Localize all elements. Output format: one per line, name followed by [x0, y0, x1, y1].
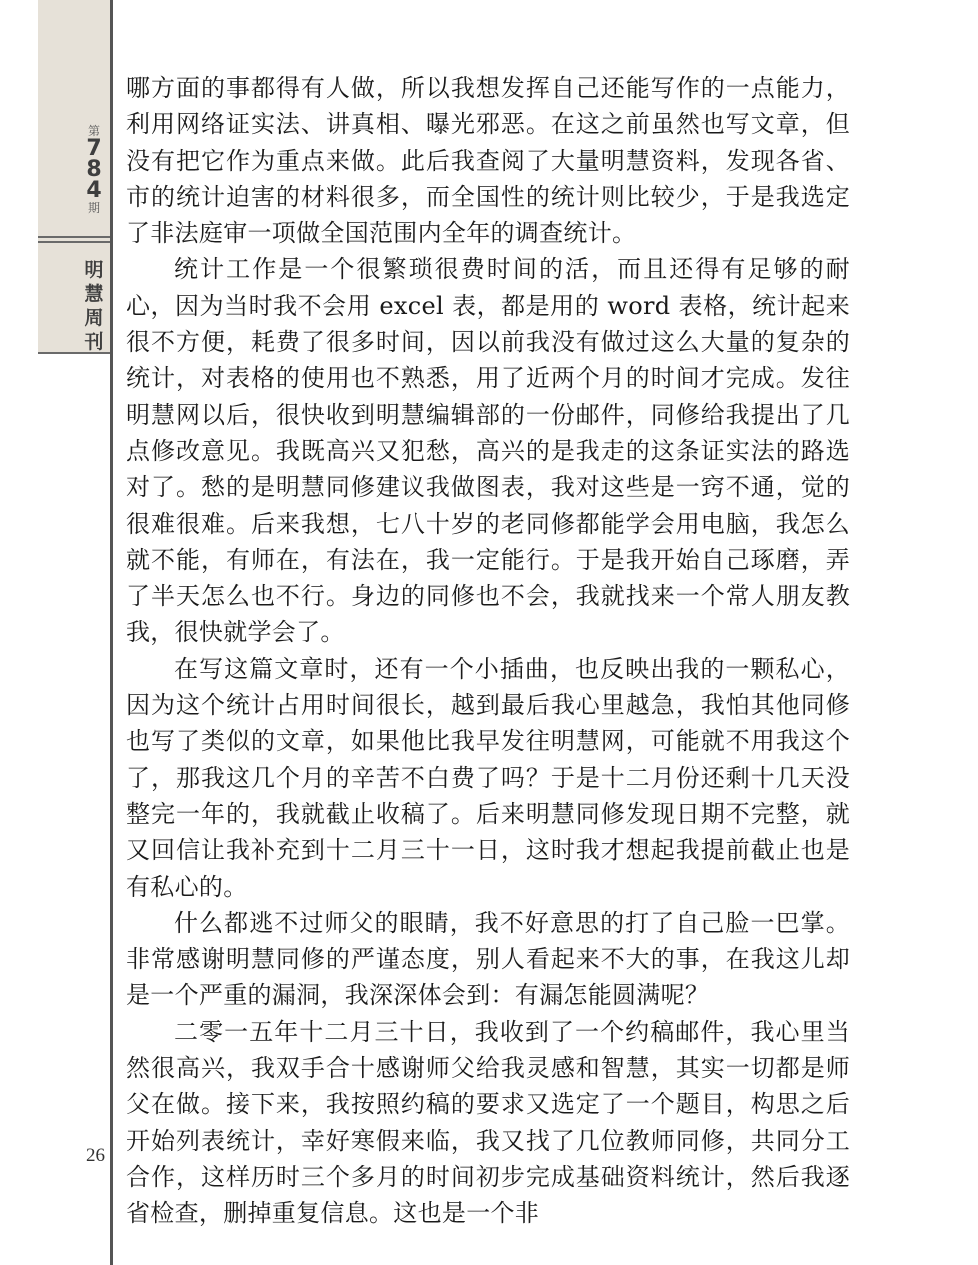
issue-suffix: 期	[87, 201, 100, 215]
issue-number	[78, 124, 110, 215]
magazine-title	[78, 258, 110, 354]
magazine-title-char: 慧	[84, 283, 104, 305]
magazine-title-char: 刊	[84, 331, 104, 353]
magazine-title-char: 明	[84, 259, 104, 281]
issue-prefix: 第	[87, 124, 100, 138]
paragraph: 什么都逃不过师父的眼睛，我不好意思的打了自己脸一巴掌。非常感谢明慧同修的严谨态度，别人看起来不大的事，在我这儿却是一个严重的漏洞，我深深体会到：有漏怎能圆满呢？	[126, 908, 850, 1010]
paragraph: 在写这篇文章时，还有一个小插曲，也反映出我的一颗私心，因为这个统计占用时间很长，越到最后我心里越急，我怕其他同修也写了类似的文章，如果他比我早发往明慧网，可能就不用我这个了，那我这几个月的辛苦不白费了吗？于是十二月份还剩十几天没整完一年的，我就截止收稿了。后来明慧同修发现日期不完整，就又回信让我补充到十二月三十一日，这时我才想起我提前截止也是有私心的。	[126, 654, 850, 901]
page-number: 26	[86, 1145, 105, 1166]
article-body	[126, 70, 850, 1232]
issue-digit: 7	[86, 136, 102, 161]
sidebar-divider-top	[38, 236, 112, 238]
magazine-title-char: 周	[84, 307, 104, 329]
paragraph: 统计工作是一个很繁琐很费时间的活，而且还得有足够的耐心，因为当时我不会用 excel 表，都是用的 word 表格，统计起来很不方便，耗费了很多时间，因以前我没有做过这么大量的复杂的统计，对表格的使用也不熟悉，用了近两个月的时间才完成。发往明慧网以后，很快收到明慧编辑部的一份邮件，同修给我提出了几点修改意见。我既高兴又犯愁，高兴的是我走的这条证实法的路选对了。愁的是明慧同修建议我做图表，我对这些是一窍不通，觉的很难很难。后来我想，七八十岁的老同修都能学会用电脑，我怎么就不能，有师在，有法在，我一定能行。于是我开始自己琢磨，弄了半天怎么也不行。身边的同修也不会，我就找来一个常人朋友教我，很快就学会了。	[126, 255, 850, 647]
paragraph: 哪方面的事都得有人做，所以我想发挥自己还能写作的一点能力，利用网络证实法、讲真相、曝光邪恶。在这之前虽然也写文章，但没有把它作为重点来做。此后我查阅了大量明慧资料，发现各省、市的统计迫害的材料很多，而全国性的统计则比较少，于是我选定了非法庭审一项做全国范围内全年的调查统计。	[126, 74, 850, 248]
issue-digit: 4	[86, 178, 102, 203]
margin-rule	[110, 0, 113, 1265]
paragraph: 二零一五年十二月三十日，我收到了一个约稿邮件，我心里当然很高兴，我双手合十感谢师父给我灵感和智慧，其实一切都是师父在做。接下来，我按照约稿的要求又选定了一个题目，构思之后开始列表统计，幸好寒假来临，我又找了几位教师同修，共同分工合作，这样历时三个多月的时间初步完成基础资料统计，然后我逐省检查，删掉重复信息。这也是一个非	[126, 1017, 850, 1228]
sidebar-divider-second	[38, 241, 112, 243]
issue-digit: 8	[86, 157, 102, 182]
